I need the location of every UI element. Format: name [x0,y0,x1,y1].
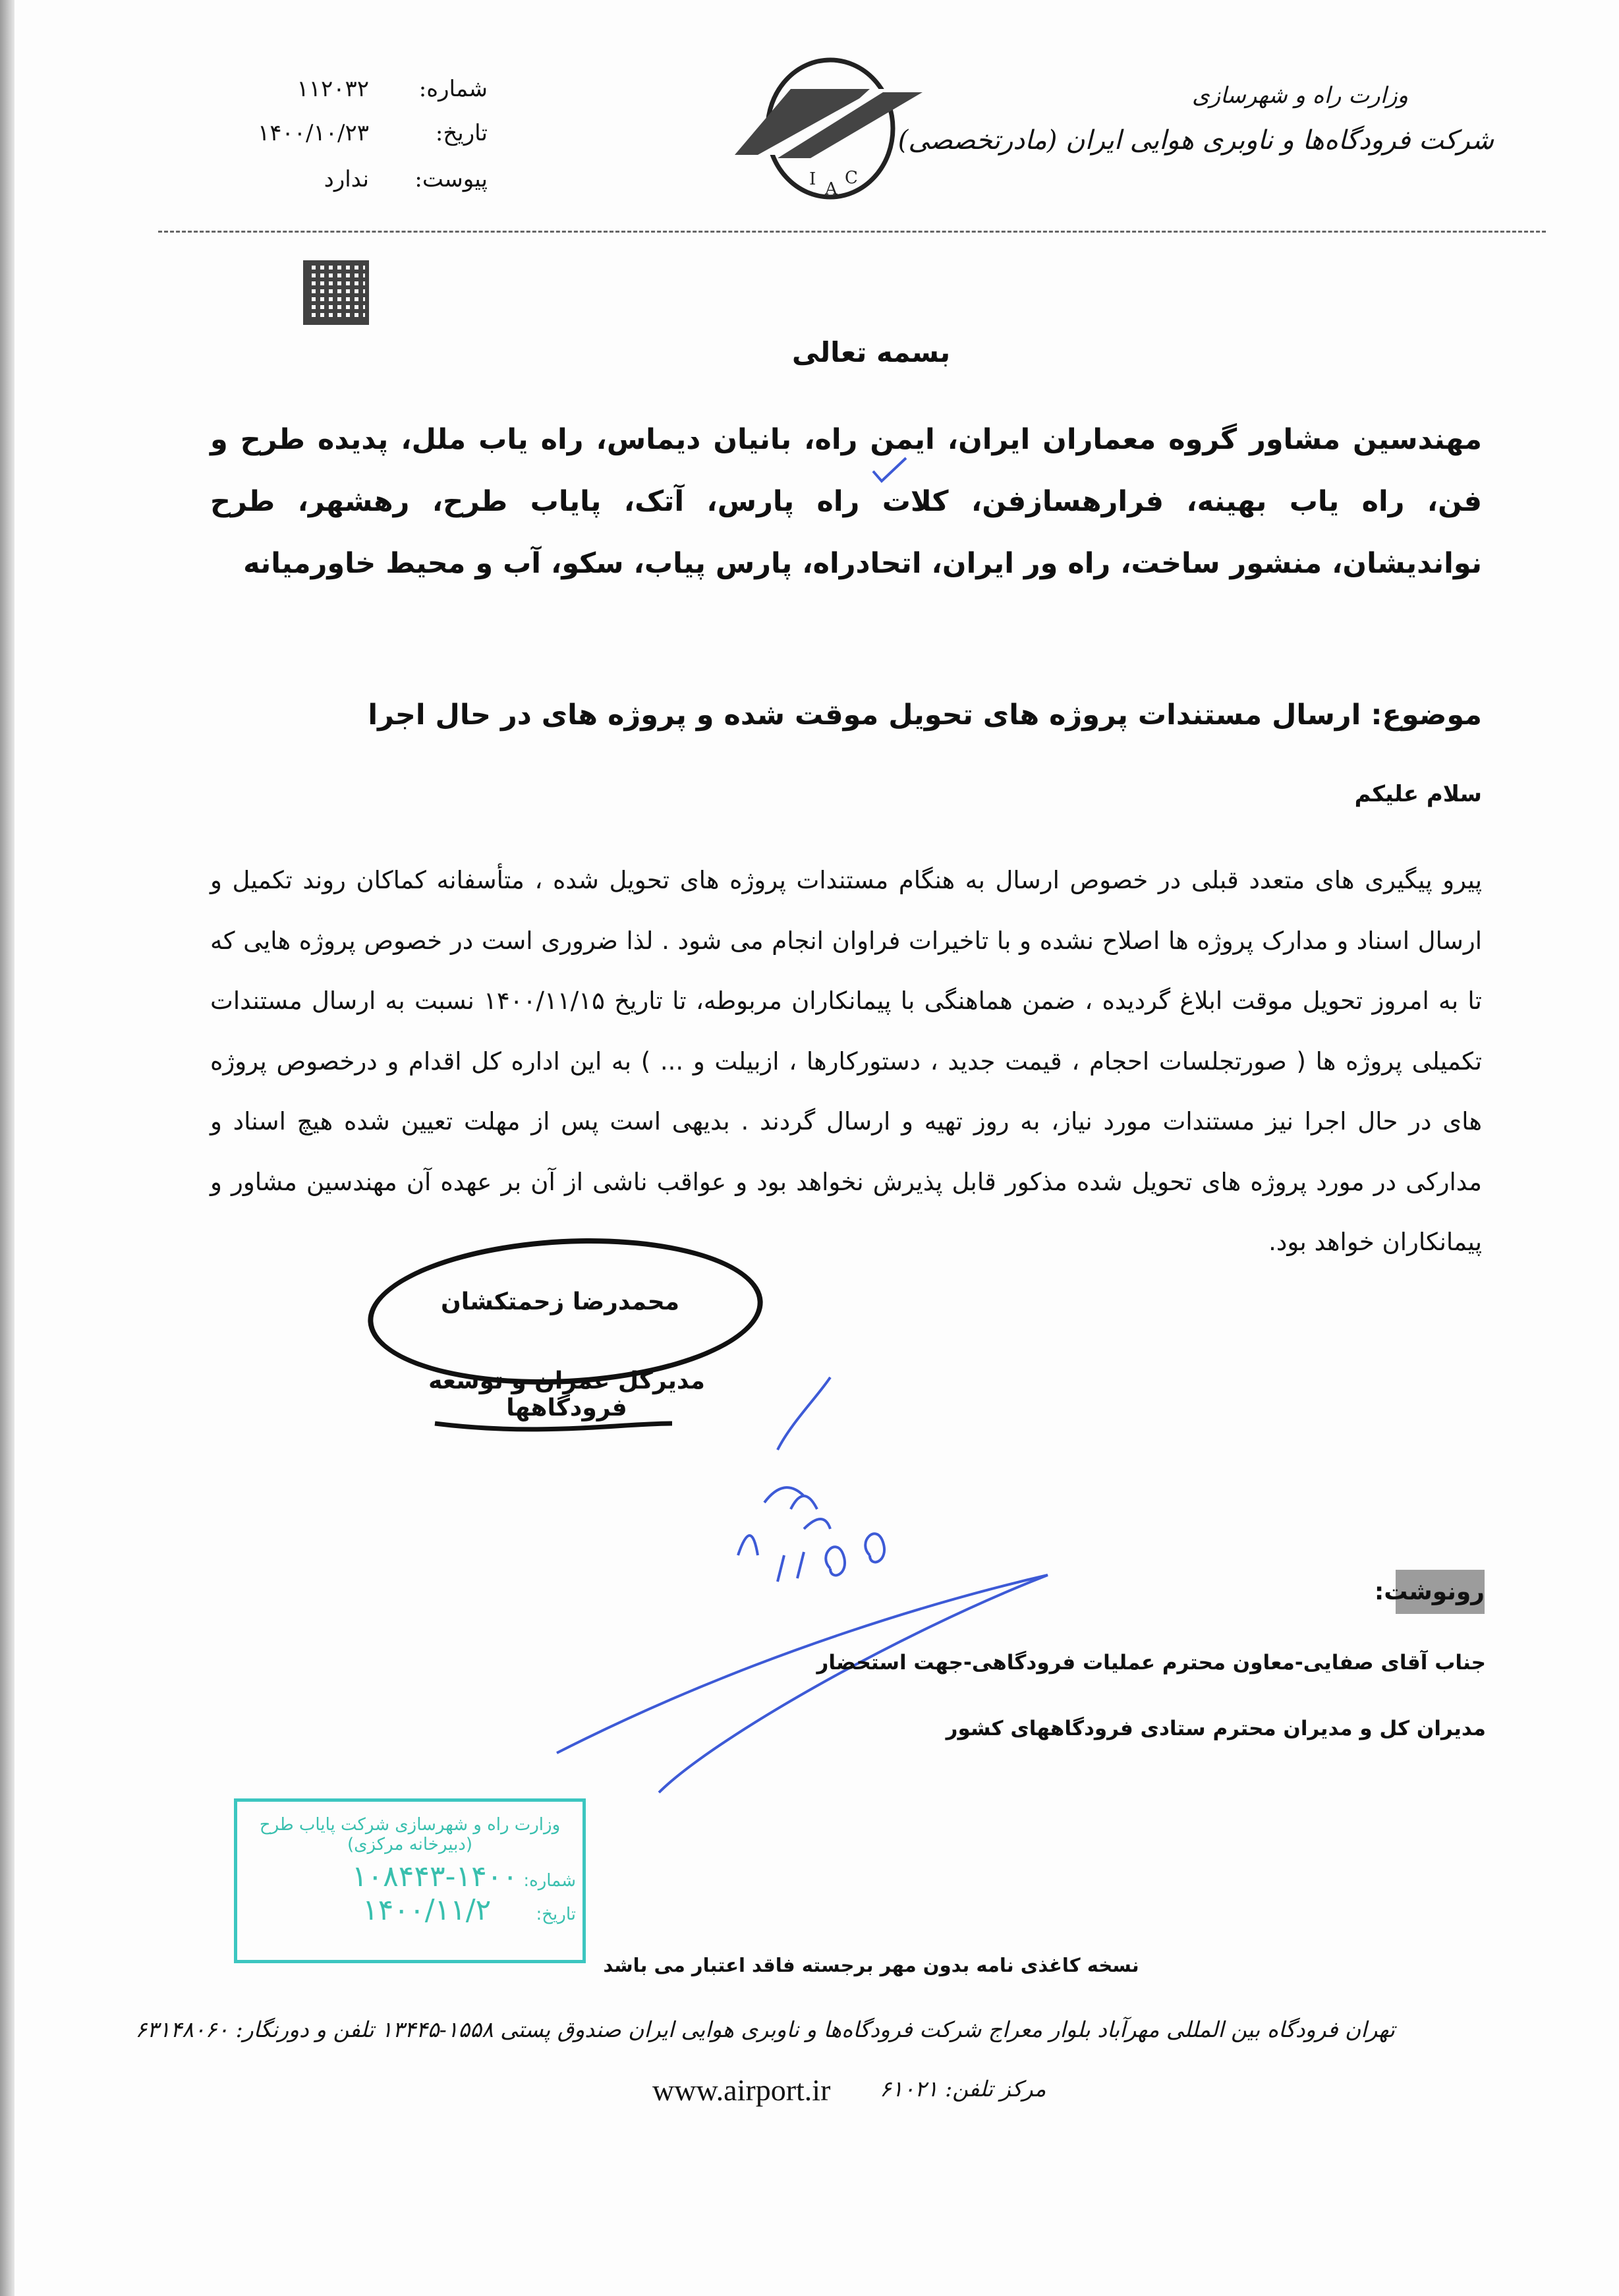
cc-item: مدیران کل و مدیران محترم ستادی فرودگاههای کشور [946,1717,1486,1740]
footer-phone-center: مرکز تلفن: ۶۱۰۲۱ [880,2076,1046,2102]
footer-address: تهران فرودگاه بین المللی مهرآباد بلوار معراج شرکت فرودگاه‌ها و ناوبری هوایی ایران صندوق پستی ۱۵۵۸-۱۳۴۴۵ تلفن و دورنگار: ۶۳۱۴۸۰۶۰ [135,2017,1395,2042]
greeting: سلام علیکم [1354,781,1482,807]
checkmark-icon [870,455,909,488]
signatory-name: محمدرضا زحمتکشان [440,1288,680,1315]
letter-number: شماره: ۱۱۲۰۳۲ [297,76,488,102]
invocation: بسمه تعالی [791,336,951,368]
validity-notice: نسخه کاغذی نامه بدون مهر برجسته فاقد اعتبار می باشد [603,1954,1139,1976]
header-divider [158,231,1546,233]
svg-text:C: C [845,168,858,188]
signatory-title: مدیرکل عمران و توسعه فرودگاهها [428,1367,705,1421]
letter-body: پیرو پیگیری های متعدد قبلی در خصوص ارسال به هنگام مستندات پروژه های تحویل شده ، متأسفانه کماکان روند تکمیل و ارسال اسناد و مدارک پروژه ها اصلاح نشده و با تاخیرات فراوان انجام می شود . لذا ضروری است در خصوص پروژه هایی که تا به امروز تحویل موقت ابلاغ گردیده ، ضمن هماهنگی با پیمانکاران مربوطه، تا تاریخ ۱۴۰۰/۱۱/۱۵ نسبت به ارسال مستندات تکمیلی پروژه ها ( صورتجلسات احجام ، قیمت جدید ، دستورکارها ، ازبیلت و ... ) به این اداره کل اقدام و درخصوص پروژه های در حال اجرا نیز مستندات مورد نیاز، به روز تهیه و ارسال گردند . بدیهی است پس از مهلت تعیین شده هیچ اسناد و مدارکی در مورد پروژه های تحویل شده مذکور قابل پذیرش نخواهد بود و عواقب ناشی از آن بر عهده آن مهندسین مشاور و پیمانکاران خواهد بود. [210,866,1482,1256]
ministry-name: وزارت راه و شهرسازی [1191,82,1408,109]
cc-item: جناب آقای صفایی-معاون محترم عملیات فرودگاهی-جهت استحضار [816,1651,1486,1675]
footer-website[interactable]: www.airport.ir [652,2073,831,2107]
svg-text:A: A [825,179,838,199]
company-name: شرکت فرودگاه‌ها و ناوبری هوایی ایران (مادرتخصصی) [897,125,1494,156]
received-stamp: وزارت راه و شهرسازی شرکت پایاب طرح (دبیرخانه مرکزی) شماره: ۱۴۰۰-۱۰۸۴۴۳ تاریخ: ۱۴۰۰/۱۱/۲ [234,1798,586,1963]
recipients: مهندسین مشاور گروه معماران ایران، ایمن راه، بانیان دیماس، راه یاب ملل، پدیده طرح و فن، راه یاب بهینه، فرارهسازفن، کلات راه پارس، آتک، پایاب طرح، رهشهر، طرح نواندیشان، منشور ساخت، راه ور ایران، اتحادراه، پارس پیاب، سکو، آب و محیط خاورمیانه [210,423,1482,580]
svg-text:I: I [809,169,816,189]
letter-date: تاریخ: ۱۴۰۰/۱۰/۲۳ [257,120,488,146]
qr-code-icon [303,260,369,325]
iac-logo-icon [718,56,942,201]
cc-label: رونوشت: [1396,1570,1485,1614]
letter-attachment: پیوست: ندارد [324,166,488,192]
subject: موضوع: ارسال مستندات پروژه های تحویل موقت شده و پروژه های در حال اجرا [368,699,1482,732]
